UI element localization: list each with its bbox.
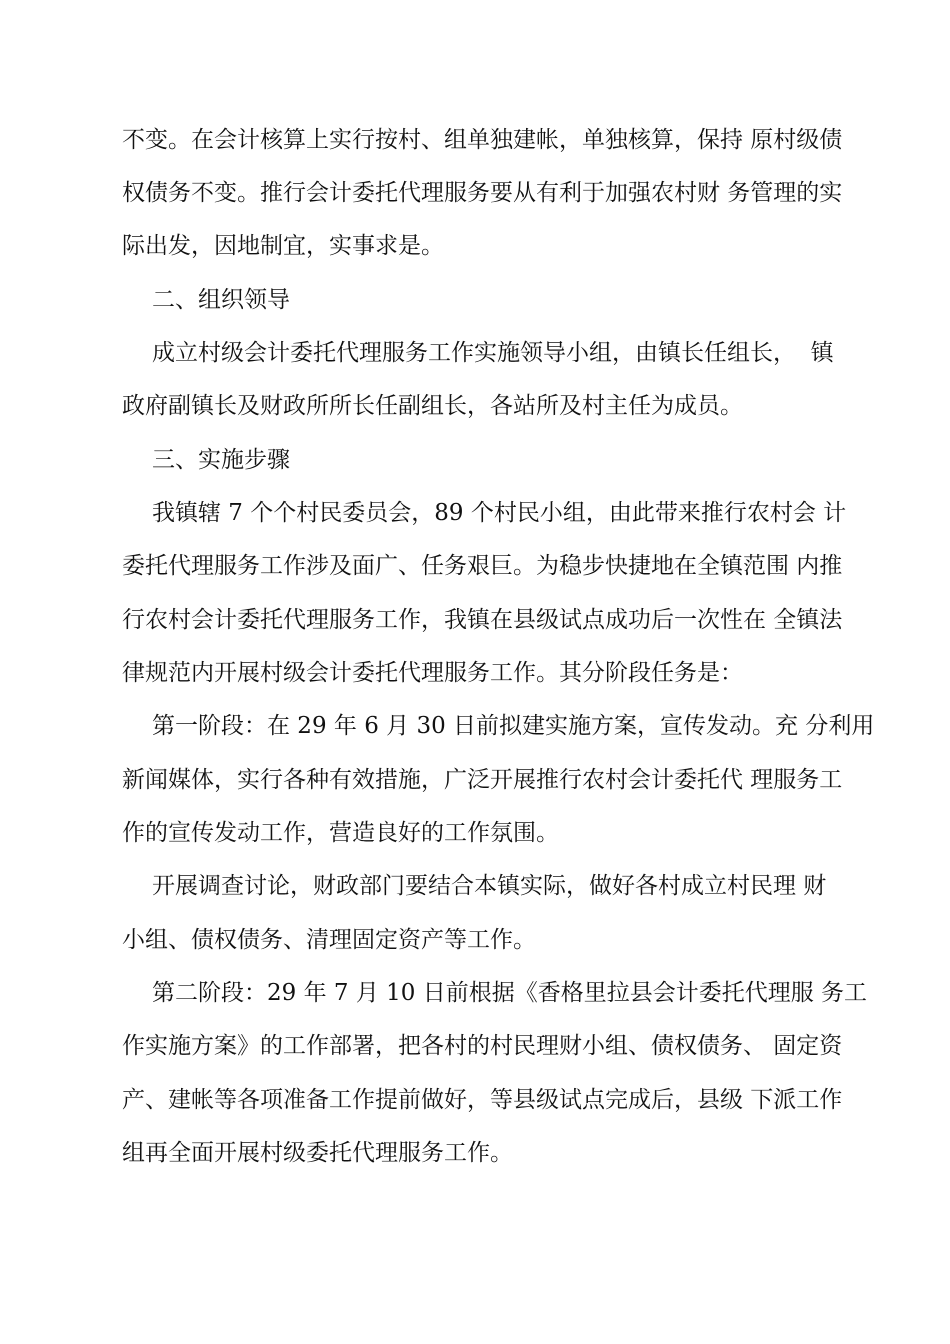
text-line: 际出发，因地制宜，实事求是。 (122, 233, 444, 259)
text-line: 我镇辖 7 个个村民委员会，89 个村民小组，由此带来推行农村会 计 (152, 500, 847, 526)
text-line: 作的宣传发动工作，营造良好的工作氛围。 (122, 820, 559, 846)
text-line: 第一阶段：在 29 年 6 月 30 日前拟建实施方案，宣传发动。充 分利用 (152, 713, 875, 739)
text-line: 委托代理服务工作涉及面广、任务艰巨。为稳步快捷地在全镇范围 内推 (122, 553, 843, 579)
text-line: 权债务不变。推行会计委托代理服务要从有利于加强农村财 务管理的实 (122, 180, 843, 206)
text-line: 小组、债权债务、清理固定资产等工作。 (122, 927, 536, 953)
text-line: 不变。在会计核算上实行按村、组单独建帐，单独核算，保持 原村级债 (122, 127, 843, 153)
text-line: 政府副镇长及财政所所长任副组长，各站所及村主任为成员。 (122, 393, 743, 419)
text-line: 第二阶段：29 年 7 月 10 日前根据《香格里拉县会计委托代理服 务工 (152, 980, 868, 1006)
text-line: 新闻媒体，实行各种有效措施，广泛开展推行农村会计委托代 理服务工 (122, 767, 843, 793)
section-heading: 三、实施步骤 (152, 447, 290, 473)
text-line: 组再全面开展村级委托代理服务工作。 (122, 1140, 513, 1166)
text-line: 律规范内开展村级会计委托代理服务工作。其分阶段任务是： (122, 660, 743, 686)
text-line: 产、建帐等各项准备工作提前做好，等县级试点完成后，县级 下派工作 (122, 1087, 843, 1113)
text-line: 行农村会计委托代理服务工作，我镇在县级试点成功后一次性在 全镇法 (122, 607, 843, 633)
text-line: 成立村级会计委托代理服务工作实施领导小组，由镇长任组长， 镇 (152, 340, 834, 366)
section-heading: 二、组织领导 (152, 287, 290, 313)
text-line: 开展调查讨论，财政部门要结合本镇实际，做好各村成立村民理 财 (152, 873, 827, 899)
text-line: 作实施方案》的工作部署，把各村的村民理财小组、债权债务、 固定资 (122, 1033, 843, 1059)
